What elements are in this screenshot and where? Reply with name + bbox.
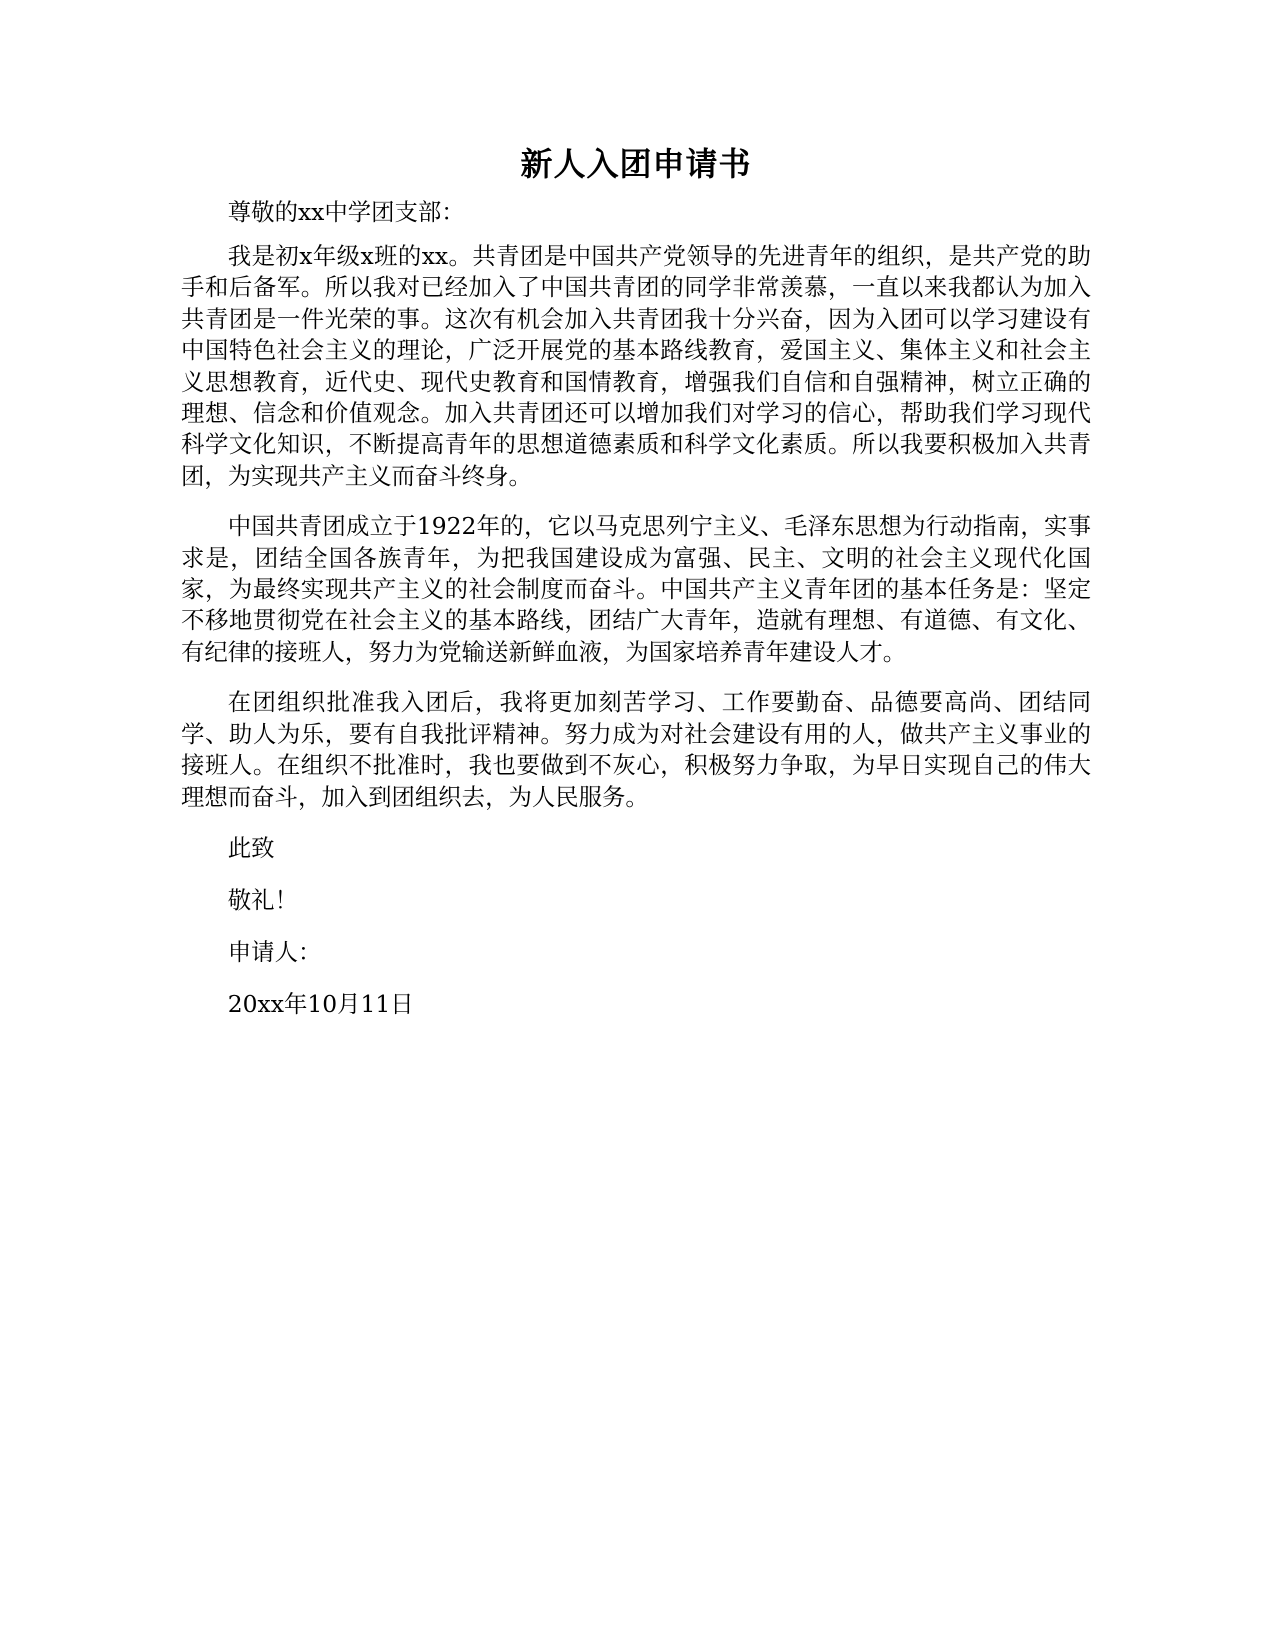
document-title: 新人入团申请书 [520, 145, 752, 183]
document-page [181, 140, 1091, 1040]
body-paragraph-3: 在团组织批准我入团后，我将更加刻苦学习、工作要勤奋、品德要高尚、团结同学、助人为乐，要有自我批评精神。努力成为对社会建设有用的人，做共产主义事业的接班人。在组织不批准时，我也要做到不灰心，积极努力争取，为早日实现自己的伟大理想而奋斗，加入到团组织去，为人民服务。 [181, 688, 1091, 811]
body-paragraph-1: 我是初x年级x班的xx。共青团是中国共产党领导的先进青年的组织，是共产党的助手和后备军。所以我对已经加入了中国共青团的同学非常羡慕，一直以来我都认为加入共青团是一件光荣的事。这次有机会加入共青团我十分兴奋，因为入团可以学习建设有中国特色社会主义的理论，广泛开展党的基本路线教育，爱国主义、集体主义和社会主义思想教育，近代史、现代史教育和国情教育，增强我们自信和自强精神，树立正确的理想、信念和价值观念。加入共青团还可以增加我们对学习的信心，帮助我们学习现代科学文化知识，不断提高青年的思想道德素质和科学文化素质。所以我要积极加入共青团，为实现共产主义而奋斗终身。 [181, 242, 1091, 490]
document-date: 20xx年10月11日 [227, 989, 414, 1018]
closing-salute: 敬礼！ [227, 885, 298, 914]
closing-greeting: 此致 [227, 833, 275, 862]
body-paragraph-2: 中国共青团成立于1922年的，它以马克思列宁主义、毛泽东思想为行动指南，实事求是，团结全国各族青年，为把我国建设成为富强、民主、文明的社会主义现代化国家，为最终实现共产主义的社会制度而奋斗。中国共产主义青年团的基本任务是：坚定不移地贯彻党在社会主义的基本路线，团结广大青年，造就有理想、有道德、有文化、有纪律的接班人，努力为党输送新鲜血液，为国家培养青年建设人才。 [181, 512, 1091, 666]
salutation: 尊敬的xx中学团支部： [227, 198, 465, 226]
applicant-label: 申请人： [227, 937, 322, 966]
